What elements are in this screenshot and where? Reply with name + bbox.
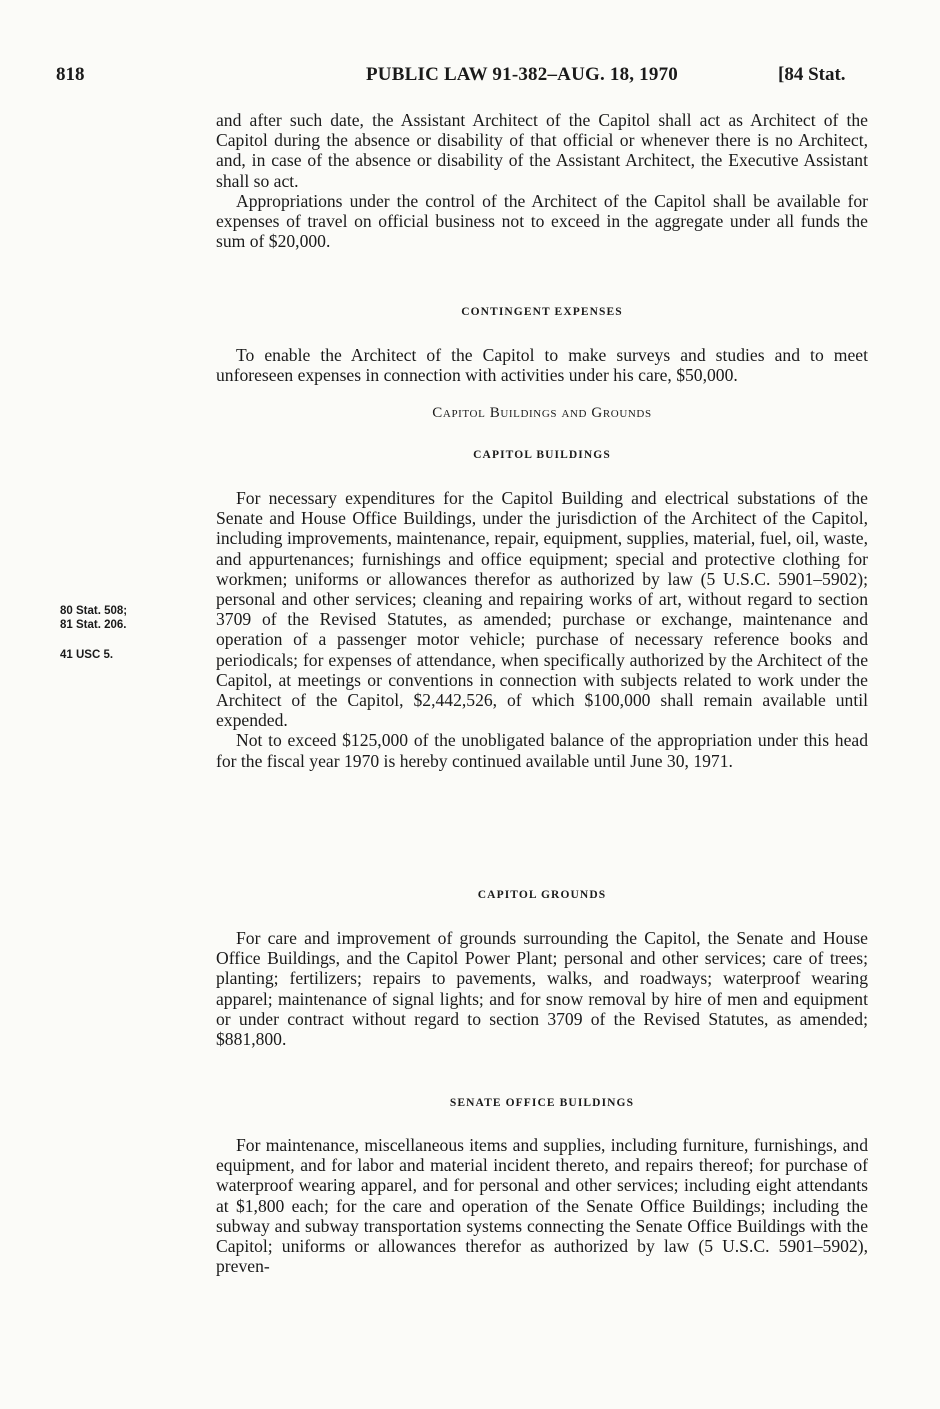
page-number: 818	[56, 64, 85, 85]
capitol-grounds-heading: CAPITOL GROUNDS	[477, 889, 607, 901]
contingent-expenses-paragraph: To enable the Architect of the Capitol to make surveys and studies and to meet unforeseen expenses in connection with activities under his care, $50,000.	[216, 345, 868, 386]
margin-note-usc: 41 USC 5.	[60, 649, 114, 661]
travel-paragraph: Appropriations under the control of the Architect of the Capitol shall be available for expenses of travel on official business not to exceed in the aggregate under all funds the sum of $20,000.	[216, 190, 868, 252]
contingent-expenses-block	[216, 345, 868, 385]
continued-paragraph: and after such date, the Assistant Architect of the Capitol shall act as Architect of the Capitol during the absence or disability of that official or whenever there is no Architect, and, in case of the absence or disability of the Assistant Architect, the Executive Assistant shall so act.	[216, 110, 868, 191]
stat-reference: [84 Stat.	[778, 64, 846, 85]
margin-note-stat-508: 80 Stat. 508;	[60, 605, 128, 617]
opening-text-block	[216, 110, 868, 251]
senate-office-buildings-block	[216, 1135, 868, 1276]
capitol-buildings-block	[216, 488, 868, 771]
capitol-buildings-heading: CAPITOL BUILDINGS	[473, 449, 611, 461]
unobligated-balance-paragraph: Not to exceed $125,000 of the unobligated balance of the appropriation under this head for the fiscal year 1970 is hereby continued available until June 30, 1971.	[216, 730, 868, 771]
capitol-buildings-and-grounds-heading: Capitol Buildings and Grounds	[432, 405, 652, 421]
margin-note-stat-206: 81 Stat. 206.	[60, 619, 127, 631]
capitol-buildings-paragraph: For necessary expenditures for the Capitol Building and electrical substations of the Senate and House Office Buildings, under the jurisdiction of the Architect of the Capitol, including improvements, maintenance, repair, equipment, supplies, material, fuel, oil, waste, and appurtenances; furnishings and office equipment; special and protective clothing for workmen; uniforms or allowances therefor as authorized by law (5 U.S.C. 5901–5902); personal and other services; cleaning and repairing works of art, without regard to section 3709 of the Revised Statutes, as amended; purchase or exchange, maintenance and operation of a passenger motor vehicle; purchase of necessary reference books and periodicals; for expenses of attendance, when specifically authorized by the Architect of the Capitol, at meetings or conventions in connection with subjects related to work under the Architect of the Capitol, $2,442,526, of which $100,000 shall remain available until expended.	[216, 488, 868, 731]
contingent-expenses-heading: CONTINGENT EXPENSES	[461, 306, 623, 318]
margin-note-stat	[60, 604, 210, 632]
capitol-grounds-paragraph: For care and improvement of grounds surrounding the Capitol, the Senate and House Office Buildings, and the Capitol Power Plant; personal and other services; care of trees; planting; fertilizers; repairs to pavements, walks, and roadways; waterproof wearing apparel; maintenance of signal lights; and for snow removal by hire of men and equipment or under contract without regard to section 3709 of the Revised Statutes, as amended; $881,800.	[216, 928, 868, 1050]
senate-office-buildings-heading: SENATE OFFICE BUILDINGS	[449, 1097, 635, 1109]
capitol-grounds-block	[216, 928, 868, 1049]
senate-office-buildings-paragraph: For maintenance, miscellaneous items and supplies, including furniture, furnishings, and equipment, and for labor and material incident thereto, and repairs thereof; for purchase of waterproof wearing apparel, and for personal and other services; including eight attendants at $1,800 each; for the care and operation of the Senate Office Buildings; including the subway and subway transportation systems connecting the Senate Office Buildings with the Capitol; uniforms or allowances therefor as authorized by law (5 U.S.C. 5901–5902), preven-	[216, 1135, 868, 1277]
running-title: PUBLIC LAW 91-382–AUG. 18, 1970	[366, 64, 678, 85]
